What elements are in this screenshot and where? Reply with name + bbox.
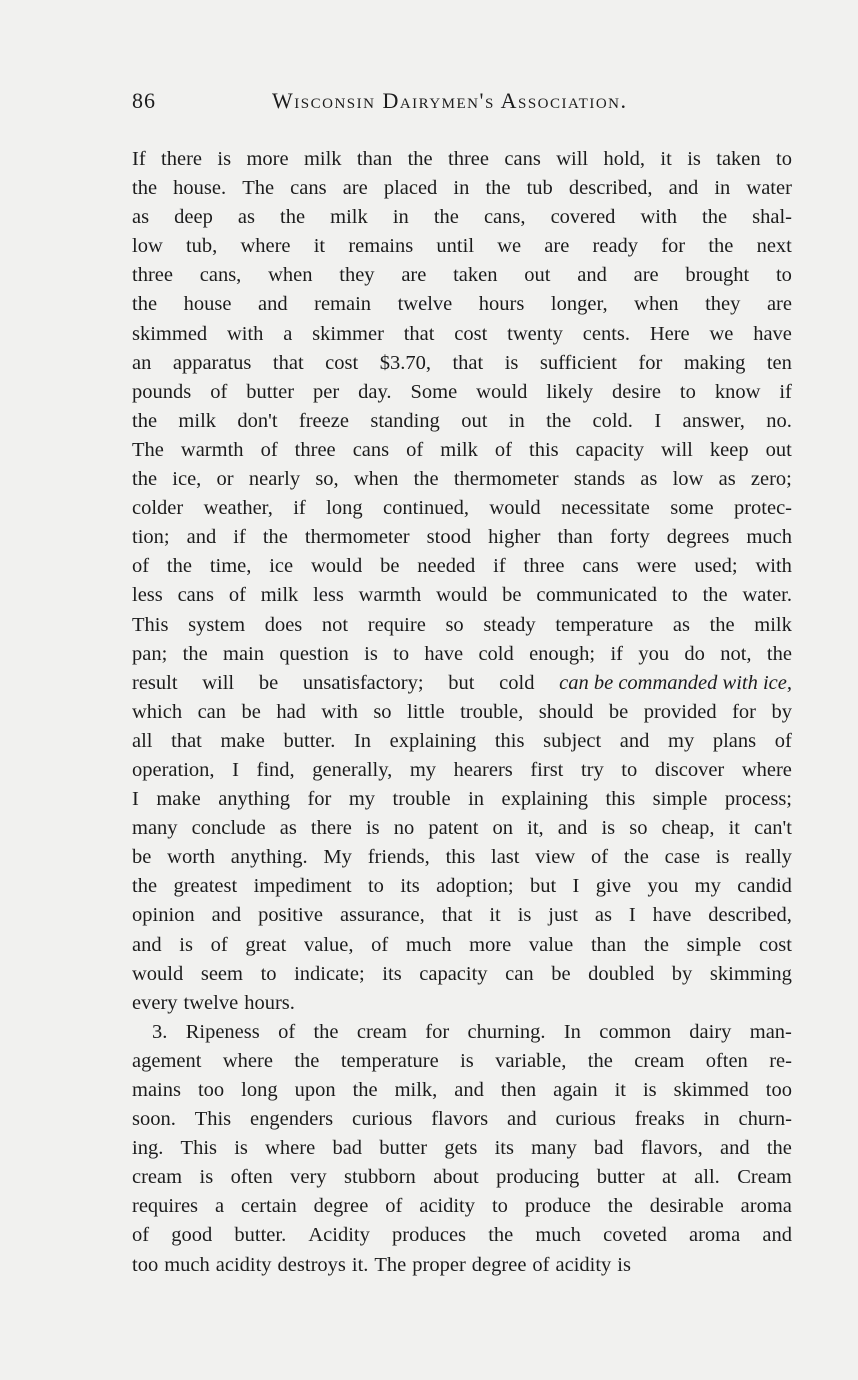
running-head: Wisconsin Dairymen's Association. <box>272 88 628 113</box>
text-line: pan; the main question is to have cold enough; if you do not, the <box>132 642 792 665</box>
text-line: If there is more milk than the three cans will hold, it is taken to <box>132 148 792 170</box>
text-line: soon. This engenders curious flavors and curious freaks in churn- <box>132 1108 792 1131</box>
text-line: would seem to indicate; its capacity can be doubled by skimming <box>132 962 792 985</box>
text-line: skimmed with a skimmer that cost twenty cents. Here we have <box>132 322 792 345</box>
text-line: of good butter. Acidity produces the much coveted aroma and <box>132 1224 792 1247</box>
text-line: colder weather, if long continued, would necessitate some protec- <box>132 497 792 520</box>
text-line: the greatest impediment to its adoption; but I give you my candid <box>132 875 792 898</box>
text-line: The warmth of three cans of milk of this capacity will keep out <box>132 438 792 461</box>
text-line: This system does not require so steady temperature as the milk <box>132 613 792 636</box>
text-line: agement where the temperature is variable, the cream often re- <box>132 1049 792 1072</box>
text-line: 3. Ripeness of the cream for churning. In common dairy man- <box>152 1020 792 1043</box>
text-line: three cans, when they are taken out and are brought to <box>132 264 792 287</box>
text-line: and is of great value, of much more value than the simple cost <box>132 933 792 956</box>
text-line: pounds of butter per day. Some would likely desire to know if <box>132 380 792 403</box>
text-line: the house. The cans are placed in the tub described, and in water <box>132 177 792 200</box>
text-line: operation, I find, generally, my hearers first try to discover where <box>132 758 792 781</box>
text-line: as deep as the milk in the cans, covered with the shal- <box>132 206 792 229</box>
text-line: cream is often very stubborn about producing butter at all. Cream <box>132 1166 792 1189</box>
text-line: all that make butter. In explaining this subject and my plans of <box>132 729 792 752</box>
text-line: result will be unsatisfactory; but cold can be commanded with ice, <box>132 669 792 698</box>
text-line: the house and remain twelve hours longer, when they are <box>132 293 792 316</box>
text-line: requires a certain degree of acidity to produce the desirable aroma <box>132 1195 792 1218</box>
text-line: many conclude as there is no patent on it, and is so cheap, it can't <box>132 817 792 840</box>
text-line: tion; and if the thermometer stood higher than forty degrees much <box>132 526 792 549</box>
body-text <box>132 145 792 1280</box>
text-line: of the time, ice would be needed if three cans were used; with <box>132 555 792 578</box>
text-line: the milk don't freeze standing out in the cold. I answer, no. <box>132 409 792 432</box>
text-line: low tub, where it remains until we are ready for the next <box>132 235 792 258</box>
text-line: ing. This is where bad butter gets its many bad flavors, and the <box>132 1137 792 1160</box>
italic-phrase: can be commanded with ice, <box>559 671 792 694</box>
text-line: be worth anything. My friends, this last view of the case is really <box>132 846 792 869</box>
text-line: the ice, or nearly so, when the thermometer stands as low as zero; <box>132 468 792 491</box>
text-line: every twelve hours. <box>132 991 295 1014</box>
text-line: too much acidity destroys it. The proper degree of acidity is <box>132 1253 631 1276</box>
text-line: mains too long upon the milk, and then again it is skimmed too <box>132 1079 792 1101</box>
text-line: which can be had with so little trouble, should be provided for by <box>132 700 792 723</box>
text-line: I make anything for my trouble in explaining this simple process; <box>132 788 792 811</box>
text-line: less cans of milk less warmth would be communicated to the water. <box>132 584 792 607</box>
page-number: 86 <box>132 88 156 113</box>
text-line: an apparatus that cost $3.70, that is sufficient for making ten <box>132 351 792 374</box>
page-header <box>132 88 792 118</box>
text-line: opinion and positive assurance, that it is just as I have described, <box>132 904 792 927</box>
